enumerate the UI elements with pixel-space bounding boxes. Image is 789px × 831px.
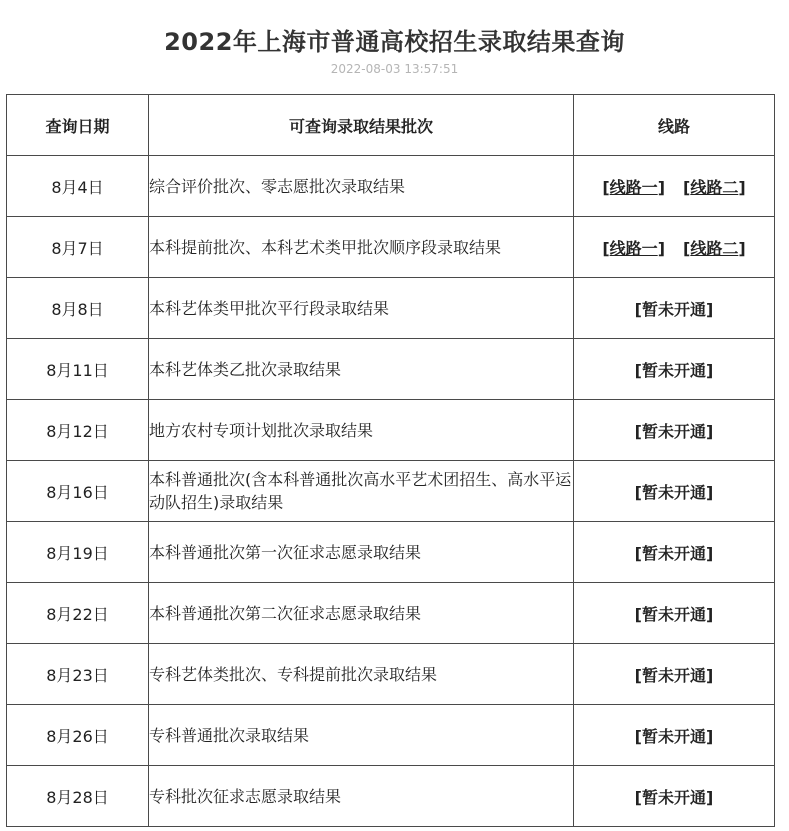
- route-link-label[interactable]: 线路二: [690, 177, 739, 197]
- route-status-unavailable: [暂未开通]: [634, 787, 714, 807]
- route-cell: [574, 278, 775, 339]
- table-row: [7, 461, 775, 522]
- route-cell: [574, 461, 775, 522]
- route-link-2[interactable]: [683, 178, 746, 197]
- batch-cell: 本科普通批次第一次征求志愿录取结果: [149, 522, 574, 583]
- route-status-unavailable: [暂未开通]: [634, 482, 714, 502]
- header-route: 线路: [574, 95, 775, 156]
- table-row: [7, 156, 775, 217]
- batch-cell: 本科普通批次(含本科普通批次高水平艺术团招生、高水平运动队招生)录取结果: [149, 461, 574, 522]
- batch-cell: 本科艺体类乙批次录取结果: [149, 339, 574, 400]
- route-status-unavailable: [暂未开通]: [634, 299, 714, 319]
- query-date-cell: 8月19日: [7, 522, 149, 583]
- query-date-cell: 8月22日: [7, 583, 149, 644]
- batch-cell: 综合评价批次、零志愿批次录取结果: [149, 156, 574, 217]
- batch-cell: 专科艺体类批次、专科提前批次录取结果: [149, 644, 574, 705]
- right-bracket: ]: [738, 177, 746, 197]
- route-link-label[interactable]: 线路一: [609, 177, 658, 197]
- route-cell: [574, 217, 775, 278]
- route-status-unavailable: [暂未开通]: [634, 421, 714, 441]
- query-date-cell: 8月8日: [7, 278, 149, 339]
- query-date-cell: 8月23日: [7, 644, 149, 705]
- table-row: [7, 217, 775, 278]
- query-date-cell: 8月28日: [7, 766, 149, 827]
- table-row: [7, 522, 775, 583]
- batch-cell: 专科普通批次录取结果: [149, 705, 574, 766]
- route-link-1[interactable]: [602, 178, 665, 197]
- right-bracket: ]: [657, 177, 665, 197]
- left-bracket: [: [602, 177, 610, 197]
- header-date: 查询日期: [7, 95, 149, 156]
- left-bracket: [: [683, 238, 691, 258]
- route-cell: [574, 644, 775, 705]
- route-status-unavailable: [暂未开通]: [634, 543, 714, 563]
- route-status-unavailable: [暂未开通]: [634, 604, 714, 624]
- route-cell: [574, 705, 775, 766]
- table-row: [7, 766, 775, 827]
- query-date-cell: 8月12日: [7, 400, 149, 461]
- batch-cell: 本科艺体类甲批次平行段录取结果: [149, 278, 574, 339]
- page-title: 2022年上海市普通高校招生录取结果查询: [164, 28, 625, 56]
- header-batch: 可查询录取结果批次: [149, 95, 574, 156]
- route-link-2[interactable]: [683, 239, 746, 258]
- route-cell: [574, 583, 775, 644]
- route-link-1[interactable]: [602, 239, 665, 258]
- query-date-cell: 8月26日: [7, 705, 149, 766]
- table-row: [7, 278, 775, 339]
- batch-cell: 本科提前批次、本科艺术类甲批次顺序段录取结果: [149, 217, 574, 278]
- route-cell: [574, 339, 775, 400]
- batch-cell: 专科批次征求志愿录取结果: [149, 766, 574, 827]
- table-row: [7, 400, 775, 461]
- left-bracket: [: [683, 177, 691, 197]
- batch-cell: 地方农村专项计划批次录取结果: [149, 400, 574, 461]
- route-cell: [574, 156, 775, 217]
- route-cell: [574, 400, 775, 461]
- right-bracket: ]: [738, 238, 746, 258]
- query-date-cell: 8月4日: [7, 156, 149, 217]
- table-header-row: [7, 95, 775, 156]
- route-status-unavailable: [暂未开通]: [634, 665, 714, 685]
- results-table: [6, 94, 775, 827]
- route-cell: [574, 766, 775, 827]
- left-bracket: [: [602, 238, 610, 258]
- route-link-label[interactable]: 线路一: [609, 238, 658, 258]
- right-bracket: ]: [657, 238, 665, 258]
- query-date-cell: 8月16日: [7, 461, 149, 522]
- batch-cell: 本科普通批次第二次征求志愿录取结果: [149, 583, 574, 644]
- table-row: [7, 644, 775, 705]
- route-link-label[interactable]: 线路二: [690, 238, 739, 258]
- table-row: [7, 705, 775, 766]
- table-row: [7, 339, 775, 400]
- route-status-unavailable: [暂未开通]: [634, 360, 714, 380]
- query-date-cell: 8月7日: [7, 217, 149, 278]
- route-status-unavailable: [暂未开通]: [634, 726, 714, 746]
- table-row: [7, 583, 775, 644]
- route-cell: [574, 522, 775, 583]
- publish-timestamp: 2022-08-03 13:57:51: [330, 62, 459, 76]
- query-date-cell: 8月11日: [7, 339, 149, 400]
